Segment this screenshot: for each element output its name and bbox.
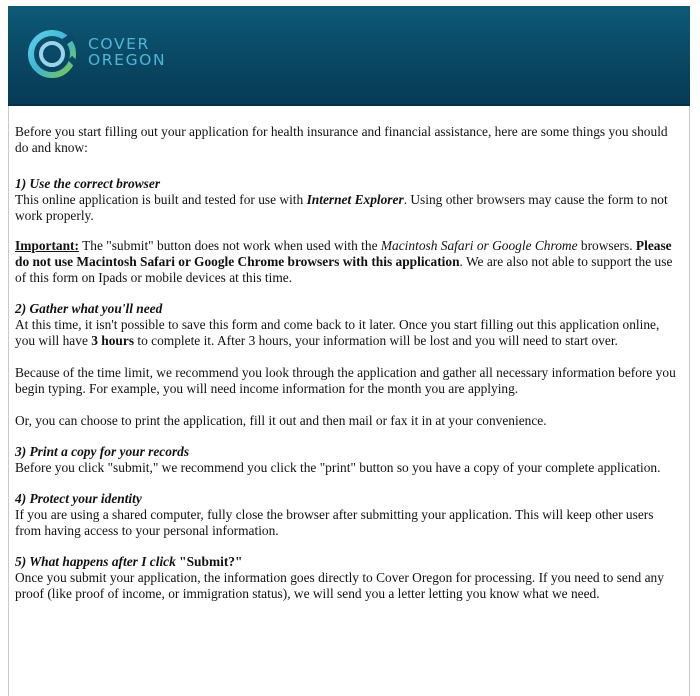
header-banner <box>8 6 690 106</box>
section-heading: 2) Gather what you'll need <box>15 301 163 316</box>
gather-paragraph-2: Because of the time limit, we recommend you look through the application and gather all necessary information before you begin typing. For example, you will need income information for the month you are applying. <box>15 365 676 396</box>
submit-paragraph: Once you submit your application, the information goes directly to Cover Oregon for processing. If you need to send any proof (like proof of income, or immigration status), we will send you a letter letting you know what we need. <box>15 570 664 601</box>
identity-paragraph: If you are using a shared computer, fully close the browser after submitting your application. This will keep other users from having access to your personal information. <box>15 507 654 538</box>
section-gather <box>15 301 680 429</box>
cover-oregon-logo-icon <box>26 28 78 80</box>
important-label: Important: <box>15 238 79 253</box>
intro-paragraph: Before you start filling out your application for health insurance and financial assistance, here are some things you should do and know: <box>15 124 668 155</box>
section-submit <box>15 554 680 602</box>
section-heading: 5) What happens after I click "Submit?" <box>15 554 243 569</box>
section-heading: 4) Protect your identity <box>15 491 142 506</box>
gather-paragraph-3: Or, you can choose to print the application, fill it out and then mail or fax it in at your convenience. <box>15 413 547 428</box>
brand-line-1: COVER <box>88 35 150 53</box>
brand-wordmark <box>88 36 166 68</box>
section-print <box>15 444 680 476</box>
gather-paragraph-1: At this time, it isn't possible to save this form and come back to it later. Once you start filling out this application online, you will have 3 hours to complete it. After 3 hours, your information will be lost and you will need to start over. <box>15 317 660 348</box>
section-browser <box>15 176 680 224</box>
important-paragraph: Important: The "submit" button does not work when used with the Macintosh Safari or Google Chrome browsers. Please do not use Macintosh Safari or Google Chrome browsers with this application. We are also not able to support the use of this form on Ipads or mobile devices at this time. <box>15 238 673 285</box>
instructions-content <box>15 124 680 617</box>
browser-paragraph: This online application is built and tested for use with Internet Explorer. Using other browsers may cause the form to not work properly. <box>15 192 668 223</box>
section-heading: 3) Print a copy for your records <box>15 444 190 459</box>
important-note <box>15 238 680 286</box>
brand-line-2: OREGON <box>88 51 167 69</box>
section-identity <box>15 491 680 539</box>
section-heading: 1) Use the correct browser <box>15 176 161 191</box>
print-paragraph: Before you click "submit," we recommend you click the "print" button so you have a copy of your complete application. <box>15 460 661 475</box>
